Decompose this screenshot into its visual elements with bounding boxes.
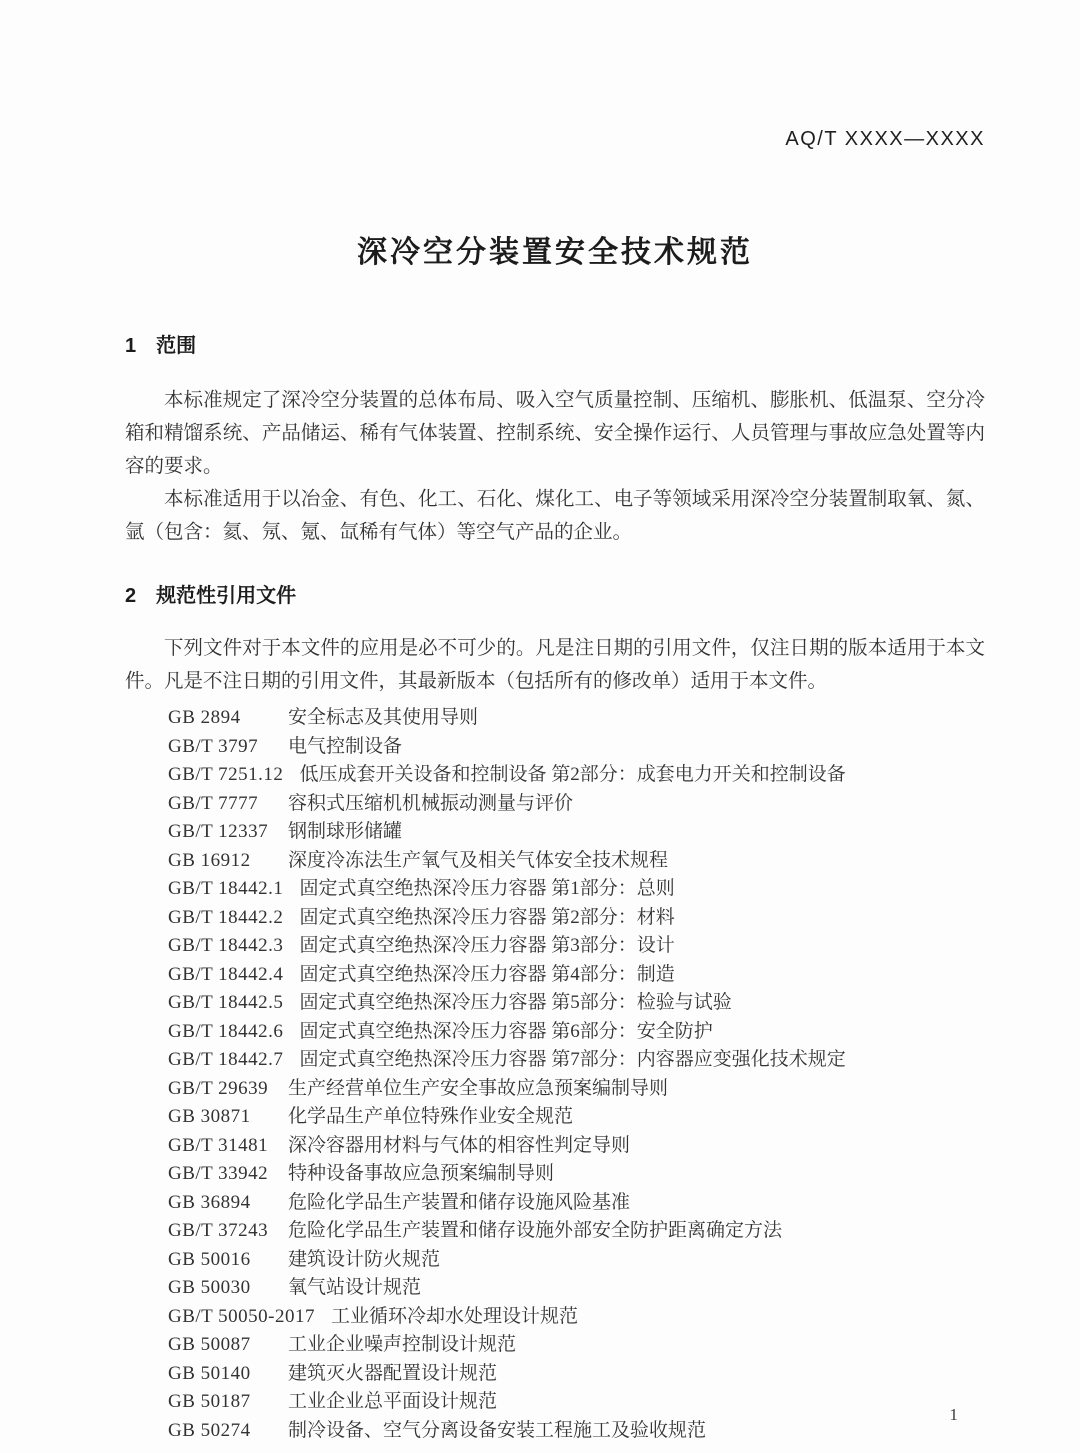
- reference-title: 工业企业噪声控制设计规范: [288, 1334, 517, 1355]
- page-number: 1: [949, 1405, 958, 1424]
- reference-item: [168, 1075, 985, 1104]
- reference-item: [168, 1274, 985, 1303]
- reference-code: GB/T 18442.6: [168, 1020, 284, 1042]
- reference-code: GB 16912: [168, 849, 251, 871]
- reference-title: 生产经营单位生产安全事故应急预案编制导则: [288, 1077, 669, 1099]
- reference-code: GB 2894: [168, 707, 241, 728]
- reference-item: [168, 1018, 985, 1047]
- reference-code: GB/T 31481: [168, 1134, 269, 1156]
- reference-code: GB 50087: [168, 1334, 251, 1355]
- reference-list: [168, 704, 985, 1445]
- reference-code: GB/T 18442.5: [168, 992, 284, 1013]
- reference-item: [168, 904, 985, 933]
- reference-item: [168, 1160, 985, 1189]
- reference-code: GB/T 33942: [168, 1163, 269, 1184]
- reference-code: GB/T 7251.12: [168, 764, 284, 785]
- reference-title: 制冷设备、空气分离设备安装工程施工及验收规范: [288, 1419, 707, 1441]
- reference-title: 工业循环冷却水处理设计规范: [331, 1305, 579, 1327]
- standard-code-header: AQ/T XXXX—XXXX: [785, 128, 985, 150]
- section-2-paragraph-1: 下列文件对于本文件的应用是必不可少的。凡是注日期的引用文件，仅注日期的版本适用于本文件。凡是不注日期的引用文件，其最新版本（包括所有的修改单）适用于本文件。: [125, 638, 985, 692]
- reference-title: 工业企业总平面设计规范: [288, 1391, 498, 1412]
- reference-title: 固定式真空绝热深冷压力容器 第2部分：材料: [299, 906, 675, 928]
- reference-title: 固定式真空绝热深冷压力容器 第1部分：总则: [299, 878, 675, 899]
- reference-item: [168, 961, 985, 990]
- reference-item: [168, 1388, 985, 1417]
- reference-code: GB/T 18442.2: [168, 906, 284, 928]
- reference-title: 固定式真空绝热深冷压力容器 第3部分：设计: [299, 935, 675, 956]
- section-1-paragraph-2: 本标准适用于以冶金、有色、化工、石化、煤化工、电子等领域采用深冷空分装置制取氧、氮、氩（包含：氦、氖、氪、氙稀有气体）等空气产品的企业。: [125, 489, 985, 543]
- reference-code: GB 50274: [168, 1419, 251, 1441]
- reference-item: [168, 1189, 985, 1218]
- reference-item: [168, 1246, 985, 1275]
- reference-item: [168, 818, 985, 847]
- reference-code: GB 50030: [168, 1277, 251, 1298]
- reference-title: 危险化学品生产装置和储存设施外部安全防护距离确定方法: [288, 1220, 783, 1241]
- reference-title: 化学品生产单位特殊作业安全规范: [288, 1106, 574, 1127]
- reference-code: GB/T 12337: [168, 821, 269, 842]
- reference-code: GB/T 50050-2017: [168, 1305, 316, 1327]
- reference-item: [168, 1417, 985, 1446]
- reference-title: 氧气站设计规范: [288, 1277, 422, 1298]
- reference-title: 固定式真空绝热深冷压力容器 第6部分：安全防护: [299, 1020, 713, 1042]
- reference-title: 危险化学品生产装置和储存设施风险基准: [288, 1191, 631, 1213]
- reference-code: GB/T 29639: [168, 1077, 269, 1099]
- section-2-number: 2: [125, 585, 137, 607]
- reference-item: [168, 1217, 985, 1246]
- reference-title: 低压成套开关设备和控制设备 第2部分：成套电力开关和控制设备: [299, 764, 846, 785]
- reference-item: [168, 761, 985, 790]
- reference-title: 深度冷冻法生产氧气及相关气体安全技术规程: [288, 849, 669, 871]
- reference-item: [168, 989, 985, 1018]
- reference-title: 建筑灭火器配置设计规范: [288, 1362, 498, 1384]
- reference-code: GB/T 7777: [168, 792, 259, 814]
- reference-code: GB 30871: [168, 1106, 251, 1127]
- reference-title: 固定式真空绝热深冷压力容器 第5部分：检验与试验: [299, 992, 732, 1013]
- reference-code: GB 36894: [168, 1191, 251, 1213]
- reference-title: 特种设备事故应急预案编制导则: [288, 1163, 555, 1184]
- reference-code: GB/T 18442.7: [168, 1049, 284, 1070]
- reference-code: GB 50016: [168, 1248, 251, 1270]
- reference-code: GB/T 37243: [168, 1220, 269, 1241]
- section-1-heading: [125, 329, 985, 358]
- reference-item: [168, 704, 985, 733]
- reference-code: GB/T 18442.4: [168, 963, 284, 985]
- reference-item: [168, 1331, 985, 1360]
- reference-item: [168, 1132, 985, 1161]
- reference-code: GB 50140: [168, 1362, 251, 1384]
- reference-code: GB/T 18442.3: [168, 935, 284, 956]
- reference-title: 钢制球形储罐: [288, 821, 403, 842]
- reference-title: 容积式压缩机机械振动测量与评价: [288, 792, 574, 814]
- section-1-title: 范围: [156, 335, 197, 357]
- reference-title: 安全标志及其使用导则: [288, 707, 479, 728]
- reference-item: [168, 1303, 985, 1332]
- reference-title: 建筑设计防火规范: [288, 1248, 441, 1270]
- document-title: 深冷空分装置安全技术规范: [357, 236, 753, 269]
- section-2-title: 规范性引用文件: [156, 585, 297, 607]
- reference-item: [168, 932, 985, 961]
- reference-item: [168, 733, 985, 762]
- reference-code: GB/T 3797: [168, 735, 259, 757]
- reference-title: 固定式真空绝热深冷压力容器 第7部分：内容器应变强化技术规定: [299, 1049, 846, 1070]
- reference-item: [168, 1103, 985, 1132]
- reference-title: 深冷容器用材料与气体的相容性判定导则: [288, 1134, 631, 1156]
- reference-item: [168, 875, 985, 904]
- reference-item: [168, 1360, 985, 1389]
- reference-code: GB 50187: [168, 1391, 251, 1412]
- section-1-number: 1: [125, 335, 137, 357]
- reference-title: 电气控制设备: [288, 735, 403, 757]
- reference-item: [168, 1046, 985, 1075]
- reference-item: [168, 790, 985, 819]
- section-2-heading: [125, 579, 985, 608]
- reference-code: GB/T 18442.1: [168, 878, 284, 899]
- reference-title: 固定式真空绝热深冷压力容器 第4部分：制造: [299, 963, 675, 985]
- reference-item: [168, 847, 985, 876]
- section-1-paragraph-1: 本标准规定了深冷空分装置的总体布局、吸入空气质量控制、压缩机、膨胀机、低温泵、空分冷箱和精馏系统、产品储运、稀有气体装置、控制系统、安全操作运行、人员管理与事故应急处置等内容的要求。: [125, 390, 985, 477]
